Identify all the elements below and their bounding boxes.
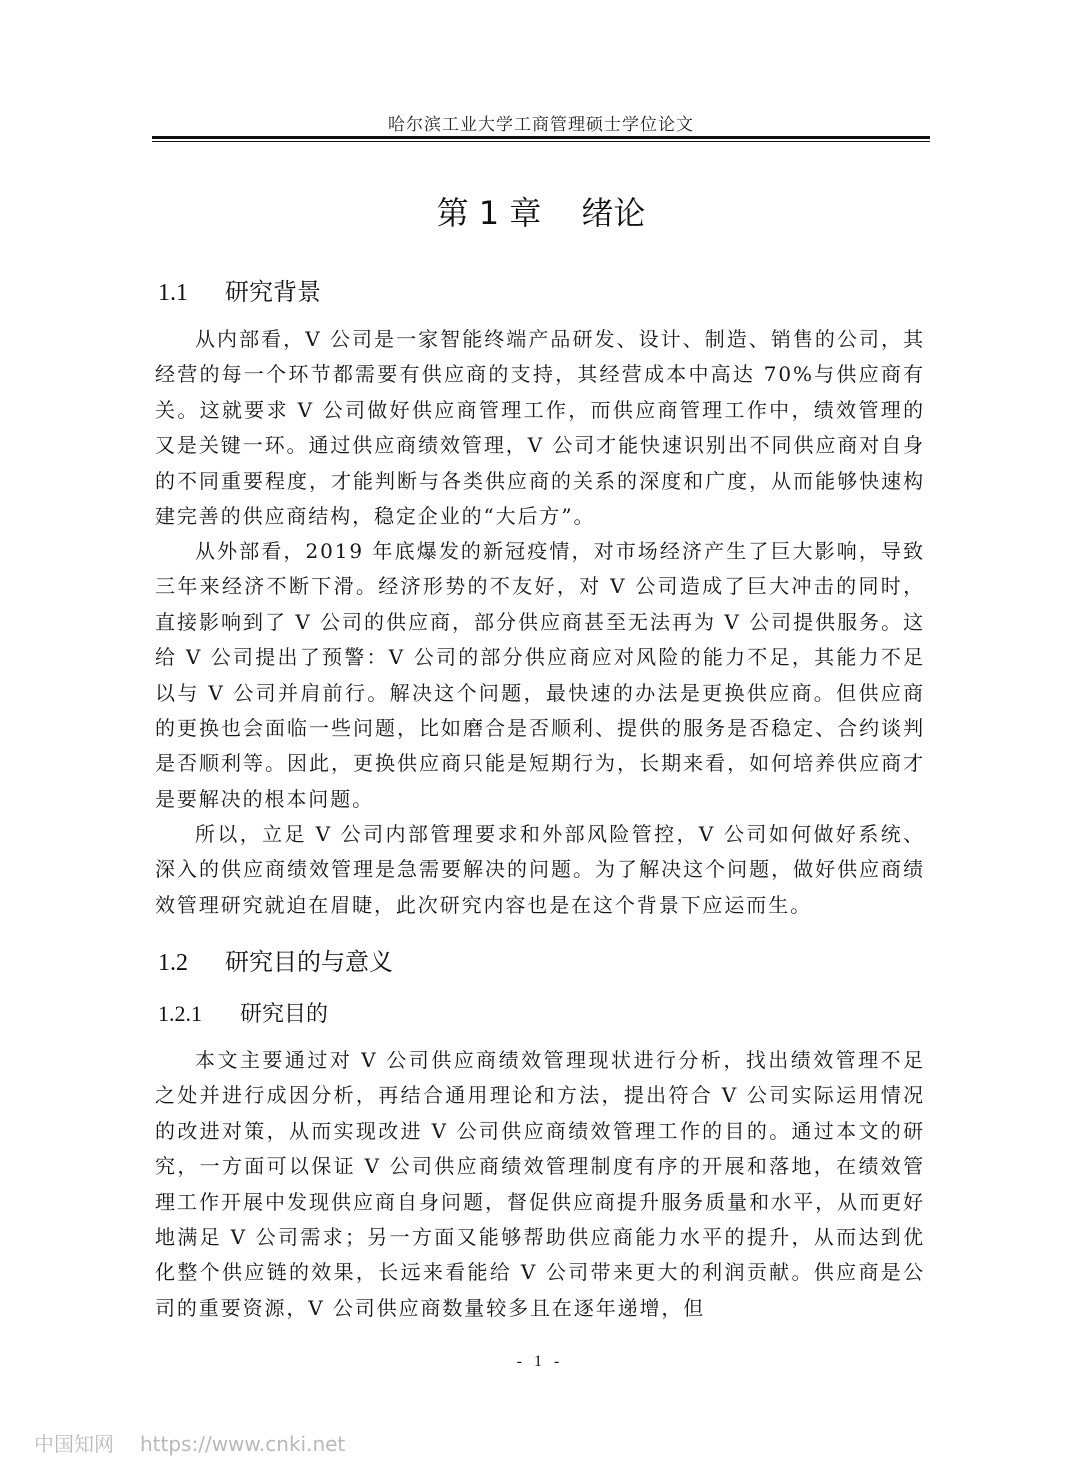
watermark-brand: 中国知网 [34, 1432, 114, 1456]
section-number: 1.1 [158, 280, 188, 306]
section-title: 研究背景 [225, 278, 321, 306]
section-title: 研究目的与意义 [225, 948, 393, 976]
running-header: 哈尔滨工业大学工商管理硕士学位论文 [388, 115, 694, 135]
section-heading-1-1 [158, 272, 321, 307]
paragraph: 所以，立足 V 公司内部管理要求和外部风险管控，V 公司如何做好系统、深入的供应商绩效管理是急需要解决的问题。为了解决这个问题，做好供应商绩效管理研究就迫在眉睫，此次研究内容也是在这个背景下应运而生。 [155, 822, 925, 917]
chapter-title [152, 188, 930, 234]
header-rule-thin [152, 141, 930, 142]
page-number: - 1 - [516, 1353, 564, 1370]
section-number: 1.2 [158, 950, 188, 976]
chapter-name: 绪论 [581, 194, 646, 232]
paragraph: 从外部看，2019 年底爆发的新冠疫情，对市场经济产生了巨大影响，导致三年来经济不断下滑。经济形势的不友好，对 V 公司造成了巨大冲击的同时，直接影响到了 V 公司的供应商，部分供应商甚至无法再为 V 公司提供服务。这给 V 公司提出了预警：V 公司的部分供应商应对风险的能力不足，其能力不足以与 V 公司并肩前行。解决这个问题，最快速的办法是更换供应商。但供应商的更换也会面临一些问题，比如磨合是否顺利、提供的服务是否稳定、合约谈判是否顺利等。因此，更换供应商只能是短期行为，长期来看，如何培养供应商才是要解决的根本问题。 [155, 539, 925, 811]
subsection-title: 研究目的 [240, 1002, 329, 1027]
paragraph: 从内部看，V 公司是一家智能终端产品研发、设计、制造、销售的公司，其经营的每一个环节都需要有供应商的支持，其经营成本中高达 70%与供应商有关。这就要求 V 公司做好供应商管理工作，而供应商管理工作中，绩效管理的又是关键一环。通过供应商绩效管理，V 公司才能快速识别出不同供应商对自身的不同重要程度，才能判断与各类供应商的关系的深度和广度，从而能够快速构建完善的供应商结构，稳定企业的“大后方”。 [155, 327, 925, 529]
watermark [34, 1428, 345, 1457]
watermark-url: https://www.cnki.net [140, 1432, 346, 1456]
header-rule [152, 136, 930, 139]
subsection-heading-1-2-1 [158, 997, 328, 1028]
chapter-number: 第 1 章 [436, 194, 542, 232]
paragraph: 本文主要通过对 V 公司供应商绩效管理现状进行分析，找出绩效管理不足之处并进行成因分析，再结合通用理论和方法，提出符合 V 公司实际运用情况的改进对策，从而实现改进 V 公司供应商绩效管理工作的目的。通过本文的研究，一方面可以保证 V 公司供应商绩效管理制度有序的开展和落地，在绩效管理工作开展中发现供应商自身问题，督促供应商提升服务质量和水平，从而更好地满足 V 公司需求；另一方面又能够帮助供应商能力水平的提升，从而达到优化整个供应链的效果，长远来看能给 V 公司带来更大的利润贡献。供应商是公司的重要资源，V 公司供应商数量较多且在逐年递增，但 [155, 1048, 925, 1320]
section-heading-1-2 [158, 942, 393, 977]
subsection-number: 1.2.1 [158, 1001, 202, 1026]
